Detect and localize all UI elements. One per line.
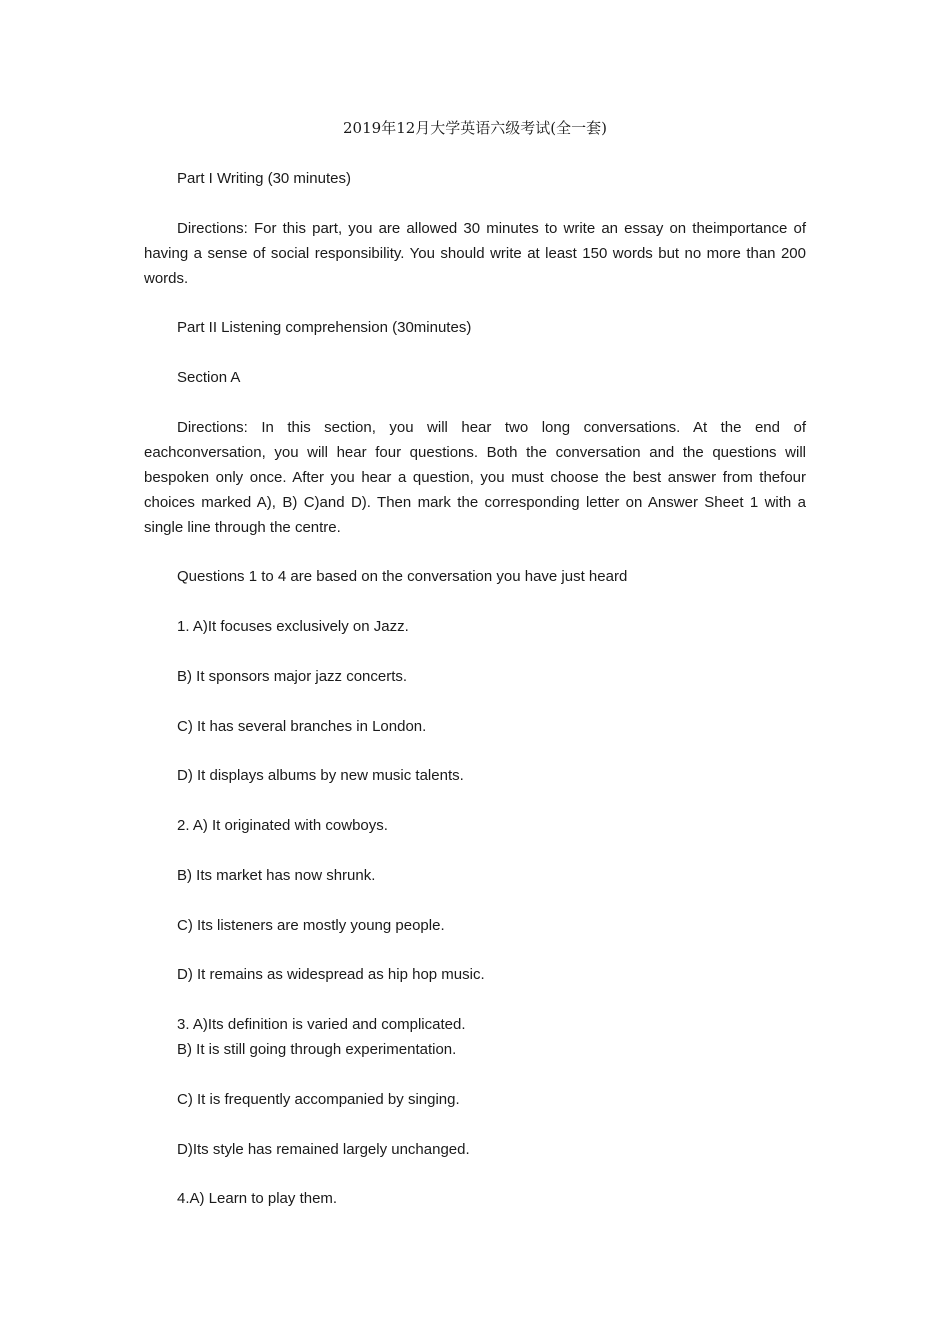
questions-intro: Questions 1 to 4 are based on the conversation you have just heard — [177, 568, 628, 585]
question-line: D)Its style has remained largely unchanged. — [177, 1141, 470, 1158]
question-line: B) It is still going through experimentation. — [177, 1041, 457, 1058]
question-line: C) It is frequently accompanied by singing. — [177, 1091, 460, 1108]
question-line: C) Its listeners are mostly young people. — [177, 917, 445, 934]
document-title: 2019年12月大学英语六级考试(全一套) — [343, 119, 607, 137]
question-line: 3. A)Its definition is varied and complicated. — [177, 1016, 466, 1033]
question-line: D) It displays albums by new music talents. — [177, 767, 464, 784]
section-a-heading: Section A — [177, 369, 241, 386]
question-line: 2. A) It originated with cowboys. — [177, 817, 388, 834]
question-line: D) It remains as widespread as hip hop music. — [177, 966, 485, 983]
part2-heading: Part II Listening comprehension (30minutes) — [177, 319, 472, 336]
question-line: B) Its market has now shrunk. — [177, 867, 376, 884]
question-line: B) It sponsors major jazz concerts. — [177, 668, 408, 685]
question-line: 1. A)It focuses exclusively on Jazz. — [177, 618, 409, 635]
section-a-directions: Directions: In this section, you will hear two long conversations. At the end of eachconversation, you will hear four questions. Both the conversation and the questions will bespoken only once. After you hear a question, you must choose the best answer from thefour choices marked A), B) C)and D). Then mark the corresponding letter on Answer Sheet 1 with a single line through the centre. — [144, 419, 806, 536]
question-line: 4.A) Learn to play them. — [177, 1190, 338, 1207]
question-line: C) It has several branches in London. — [177, 718, 427, 735]
part1-directions: Directions: For this part, you are allowed 30 minutes to write an essay on theimportance of having a sense of social responsibility. You should write at least 150 words but no more than 200 words. — [144, 220, 806, 287]
part1-heading: Part I Writing (30 minutes) — [177, 170, 351, 187]
